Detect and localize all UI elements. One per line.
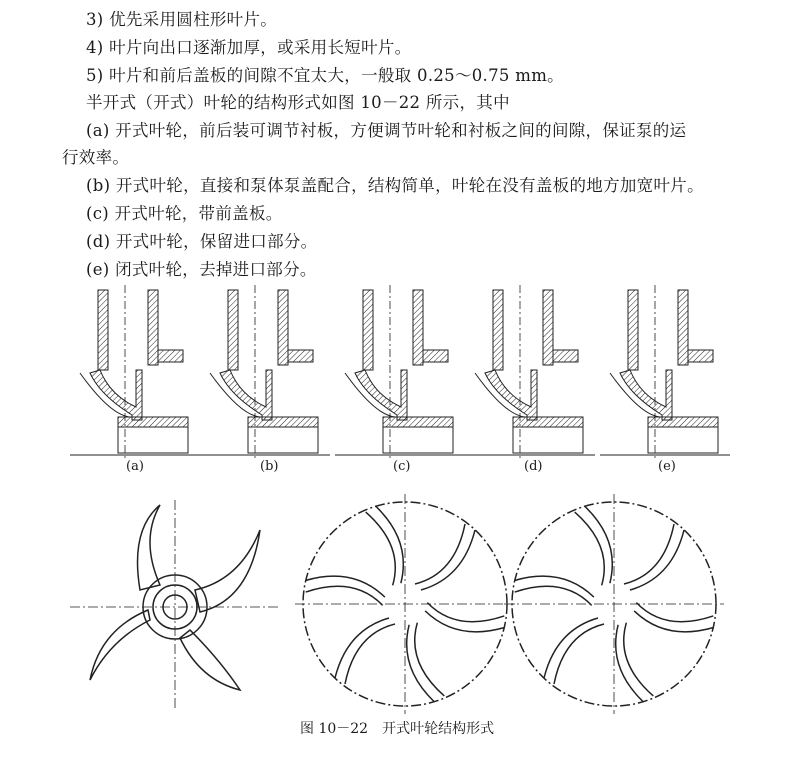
sublabel-b: (b) — [260, 459, 279, 474]
section-view-e — [600, 285, 730, 460]
paragraph-5: 5) 叶片和前后盖板的间隙不宜太大，一般取 0.25～0.75 mm。 — [86, 66, 564, 85]
impeller-face-view-1 — [295, 494, 515, 714]
sublabel-c: (c) — [393, 459, 411, 474]
paragraph-4: 4) 叶片向出口逐渐加厚，或采用长短叶片。 — [86, 38, 412, 57]
section-view-d — [465, 285, 595, 460]
section-view-b — [200, 285, 330, 460]
paragraph-a-cont: 行效率。 — [62, 148, 130, 167]
paragraph-intro: 半开式（开式）叶轮的结构形式如图 10－22 所示，其中 — [86, 93, 510, 112]
paragraph-e: (e) 闭式叶轮，去掉进口部分。 — [86, 260, 317, 279]
paragraph-a: (a) 开式叶轮，前后装可调节衬板，方便调节叶轮和衬板之间的间隙，保证泵的运 — [86, 121, 687, 140]
impeller-face-view-2 — [504, 494, 724, 714]
paragraph-b: (b) 开式叶轮，直接和泵体泵盖配合，结构简单，叶轮在没有盖板的地方加宽叶片。 — [86, 176, 704, 195]
paragraph-d: (d) 开式叶轮，保留进口部分。 — [86, 232, 318, 251]
figure-caption: 图 10－22 开式叶轮结构形式 — [300, 721, 495, 737]
sublabel-a: (a) — [126, 459, 144, 474]
section-view-a — [70, 285, 200, 460]
sublabel-e: (e) — [658, 459, 676, 474]
paragraph-3: 3) 优先采用圆柱形叶片。 — [86, 10, 278, 29]
section-view-c — [335, 285, 465, 460]
sublabel-d: (d) — [524, 459, 543, 474]
open-impeller-drawing — [70, 500, 280, 710]
paragraph-c: (c) 开式叶轮，带前盖板。 — [86, 204, 283, 223]
